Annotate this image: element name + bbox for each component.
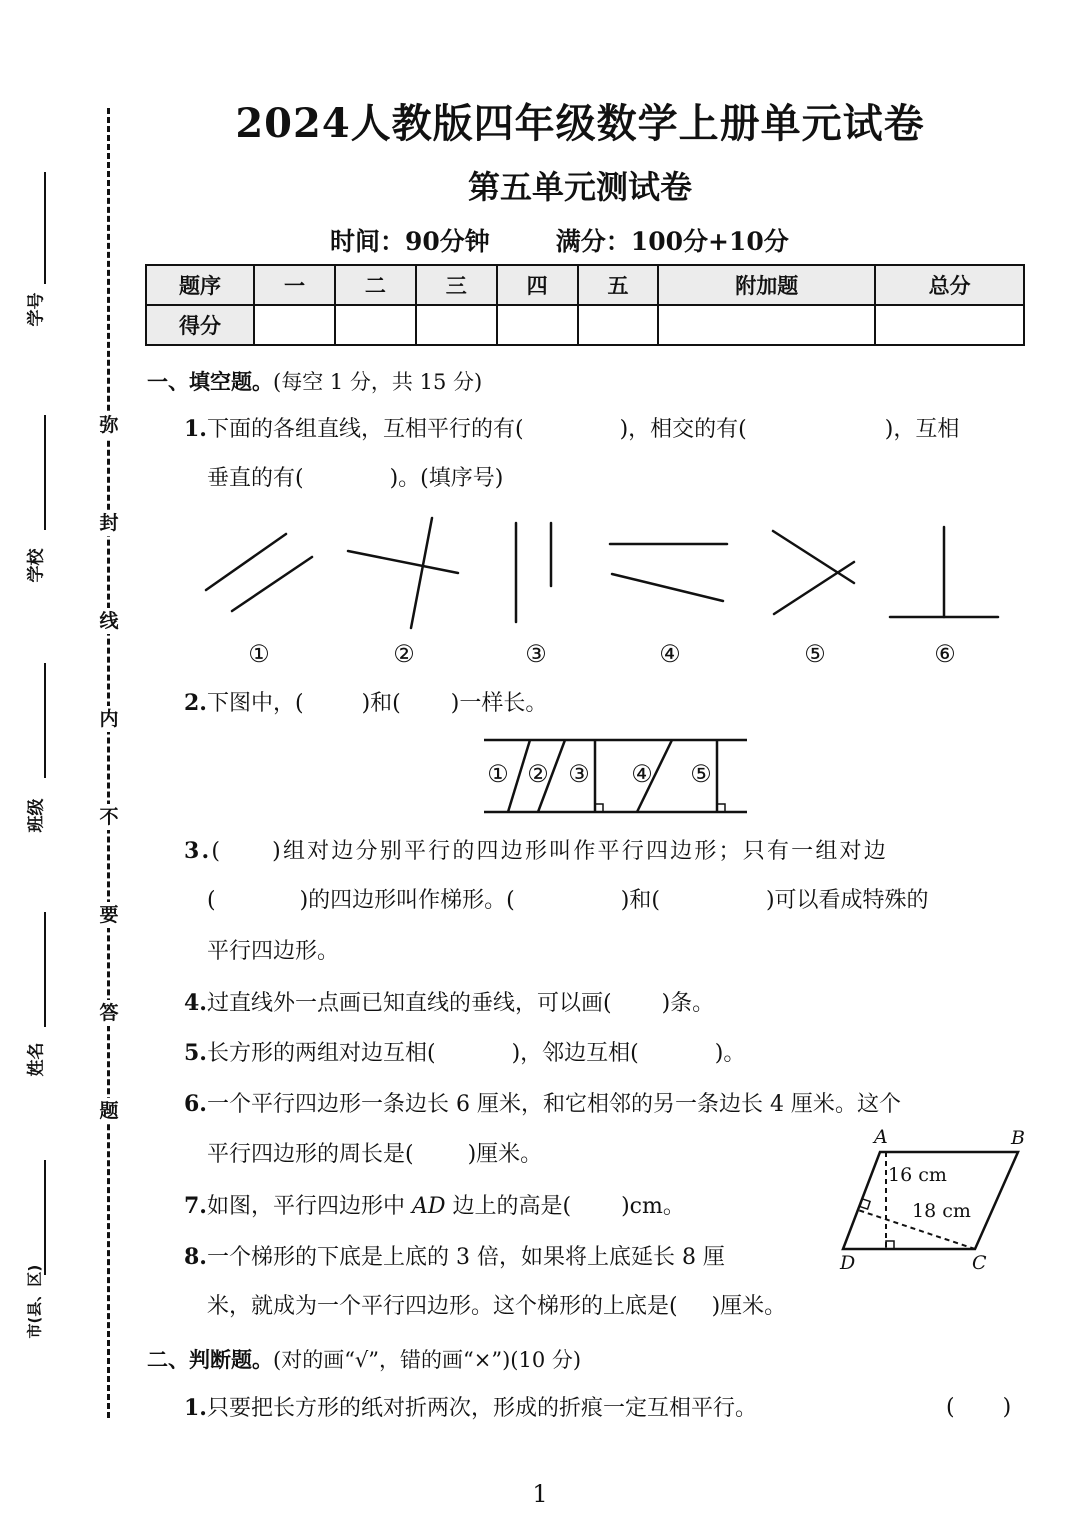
vertex-C: C: [972, 1252, 987, 1274]
q2-label: ④: [631, 760, 653, 788]
seal-char: 答: [96, 1000, 122, 1026]
seal-char: 弥: [96, 412, 122, 438]
q6-line2: 平行四边形的周长是( )厘米。: [207, 1142, 543, 1167]
q2-line: 2.下图中，( )和( )一样长。: [184, 690, 548, 716]
page-title: 2024人教版四年级数学上册单元试卷: [235, 100, 925, 147]
page-subtitle: 第五单元测试卷: [467, 168, 692, 206]
q1-label: ③: [525, 640, 547, 668]
height-16-label: 16 cm: [888, 1164, 947, 1186]
q1-label: ②: [393, 640, 415, 668]
score-table-header: 五: [578, 265, 659, 305]
height-18-label: 18 cm: [912, 1200, 971, 1222]
score-table-header: 附加题: [658, 265, 875, 305]
score-table-header: 四: [497, 265, 578, 305]
q8-line2: 米，就成为一个平行四边形。这个梯形的上底是( )厘米。: [207, 1294, 787, 1319]
school-label: 学校: [26, 548, 47, 583]
q4-line: 4.过直线外一点画已知直线的垂线，可以画( )条。: [184, 990, 715, 1016]
q3-line2: ( )的四边形叫作梯形。( )和( )可以看成特殊的: [207, 888, 929, 913]
seal-char: 不: [96, 804, 122, 830]
page-number: 1: [532, 1480, 548, 1508]
score-table-header: 二: [335, 265, 416, 305]
s2-q1-answer-bracket[interactable]: ( ): [946, 1395, 1012, 1420]
q1-line1: 1.下面的各组直线，互相平行的有( )，相交的有( )，互相: [184, 416, 960, 442]
q3-line1: 3.( )组对边分别平行的四边形叫作平行四边形；只有一组对边: [184, 838, 888, 864]
line-pair-4-b: [612, 574, 723, 601]
q1-label: ⑥: [934, 640, 956, 668]
right-angle-mark: [860, 1199, 870, 1209]
q1-label: ①: [248, 640, 270, 668]
district-label: 市(县、区): [25, 1264, 44, 1339]
q5-line: 5.长方形的两组对边互相( )，邻边互相( )。: [184, 1040, 746, 1066]
score-table-header: 一: [254, 265, 335, 305]
line-pair-1-b: [232, 557, 312, 611]
seal-char: 线: [96, 608, 122, 634]
score-row-label: 得分: [146, 305, 254, 345]
seal-char: 封: [96, 510, 122, 536]
seal-char: 内: [96, 706, 122, 732]
q2-label: ①: [487, 760, 509, 788]
q6-line1: 6.一个平行四边形一条边长 6 厘米，和它相邻的另一条边长 4 厘米。这个: [184, 1091, 901, 1117]
line-pair-5-b: [774, 562, 854, 614]
seal-char: 题: [96, 1098, 122, 1124]
q1-label: ④: [659, 640, 681, 668]
q7-line: 7.如图，平行四边形中 AD 边上的高是( )cm。: [184, 1193, 685, 1219]
vertex-D: D: [840, 1252, 856, 1274]
section1-heading: 一、填空题。(每空 1 分，共 15 分): [147, 369, 483, 394]
vertex-B: B: [1011, 1127, 1025, 1149]
score-table-header: 总分: [875, 265, 1024, 305]
q1-line2: 垂直的有( )。(填序号): [207, 466, 504, 491]
q2-label: ②: [527, 760, 549, 788]
exam-time: 时间：90分钟: [330, 227, 490, 256]
section2-heading: 二、判断题。(对的画“√”，错的画“×”)(10 分): [147, 1347, 582, 1372]
class-label: 班级: [26, 798, 47, 833]
q2-label: ③: [568, 760, 590, 788]
student-id-label: 学号: [26, 292, 47, 327]
q2-label: ⑤: [690, 760, 712, 788]
exam-full-score: 满分：100分+10分: [555, 227, 789, 256]
s2-q1-line: 1.只要把长方形的纸对折两次，形成的折痕一定互相平行。: [184, 1395, 757, 1421]
score-table-header: 题序: [146, 265, 254, 305]
line-pair-2-a: [348, 551, 458, 573]
q3-line3: 平行四边形。: [207, 939, 340, 964]
score-table-header: 三: [416, 265, 497, 305]
line-pair-2-b: [411, 518, 432, 628]
q1-label: ⑤: [804, 640, 826, 668]
vertex-A: A: [874, 1126, 888, 1148]
line-pair-5-a: [773, 531, 854, 583]
q8-line1: 8.一个梯形的下底是上底的 3 倍，如果将上底延长 8 厘: [184, 1244, 725, 1270]
seal-char: 要: [96, 902, 122, 928]
name-label: 姓名: [26, 1042, 47, 1077]
